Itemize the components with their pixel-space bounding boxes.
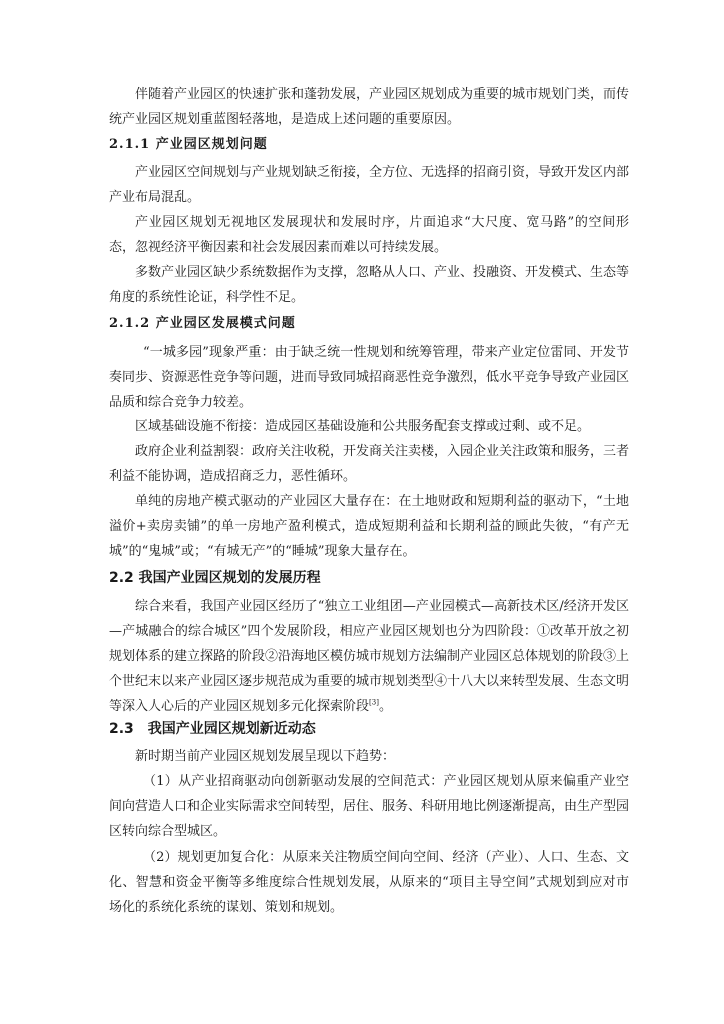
paragraph-spatial-planning: 产业园区空间规划与产业规划缺乏衔接，全方位、无选择的招商引资，导致开发区内部产业布局混乱。 (109, 165, 630, 205)
section-heading-2-1-2: 2.1.2 产业园区发展模式问题 (109, 316, 296, 331)
section-heading-2-1-1: 2.1.1 产业园区规划问题 (109, 137, 268, 152)
paragraph-trend-2: （2）规划更加复合化：从原来关注物质空间向空间、经济（产业）、人口、生态、文化、智慧和资金平衡等多维度综合性规划发展，从原来的“项目主导空间”式规划到应对市场化的系统化系统的谋划、策划和规划。 (109, 850, 629, 915)
paragraph-development-status: 产业园区规划无视地区发展现状和发展时序，片面追求“大尺度、宽马路”的空间形态，忽视经济平衡因素和社会发展因素而难以可持续发展。 (109, 215, 629, 255)
citation-ref: [3] (369, 698, 379, 707)
section-heading-2-3: 2.3 我国产业园区规划新近动态 (109, 721, 316, 737)
paragraph-intro: 伴随着产业园区的快速扩张和蓬勃发展，产业园区规划成为重要的城市规划门类，而传统产业园区规划重蓝图轻落地，是造成上述问题的重要原因。 (109, 87, 630, 127)
paragraph-trend-1: （1）从产业招商驱动向创新驱动发展的空间范式：产业园区规划从原来偏重产业空间向营造人口和企业实际需求空间转型，居住、服务、科研用地比例逐渐提高，由生产型园区转向综合型城区。 (109, 774, 630, 839)
paragraph-data-support: 多数产业园区缺少系统数据作为支撑，忽略从人口、产业、投融资、开发模式、生态等角度的系统性论证，科学性不足。 (109, 265, 630, 305)
paragraph-real-estate-mode: 单纯的房地产模式驱动的产业园区大量存在：在土地财政和短期利益的驱动下，“土地溢价+卖房卖铺”的单一房地产盈利模式，造成短期利益和长期利益的顾此失彼，“有产无城”的“鬼城”或；“有城无产”的“睡城”现象大量存在。 (109, 494, 629, 559)
history-end: 。 (378, 699, 392, 714)
paragraph-trends-intro: 新时期当前产业园区规划发展呈现以下趋势： (135, 749, 396, 764)
section-heading-2-2: 2.2 我国产业园区规划的发展历程 (109, 570, 321, 586)
paragraph-infrastructure: 区域基础设施不衔接：造成园区基础设施和公共服务配套支撑或过剩、或不足。 (135, 419, 591, 434)
history-text: 综合来看，我国产业园区经历了“独立工业组团—产业园模式—高新技术区/经济开发区—产城融合的综合城区”四个发展阶段，相应产业园区规划也分为四阶段：①改革开放之初规划体系的建立探路的阶段②沿海地区模仿城市规划方法编制产业园区总体规划的阶段③上个世纪末以来产业园区逐步规范成为重要的城市规划类型④十八大以来转型发展、生态文明等深入人心后的产业园区规划多元化探索阶段 (109, 599, 630, 714)
paragraph-interest-split: 政府企业利益割裂：政府关注收税，开发商关注卖楼，入园企业关注政策和服务，三者利益不能协调，造成招商乏力，恶性循环。 (109, 444, 630, 484)
paragraph-one-city-many-parks: “一城多园”现象严重：由于缺乏统一性规划和统筹管理，带来产业定位雷同、开发节奏同步、资源恶性竞争等问题，进而导致同城招商恶性竞争激烈，低水平竞争导致产业园区品质和综合竞争力较差。 (109, 345, 630, 410)
paragraph-development-history (109, 594, 629, 719)
